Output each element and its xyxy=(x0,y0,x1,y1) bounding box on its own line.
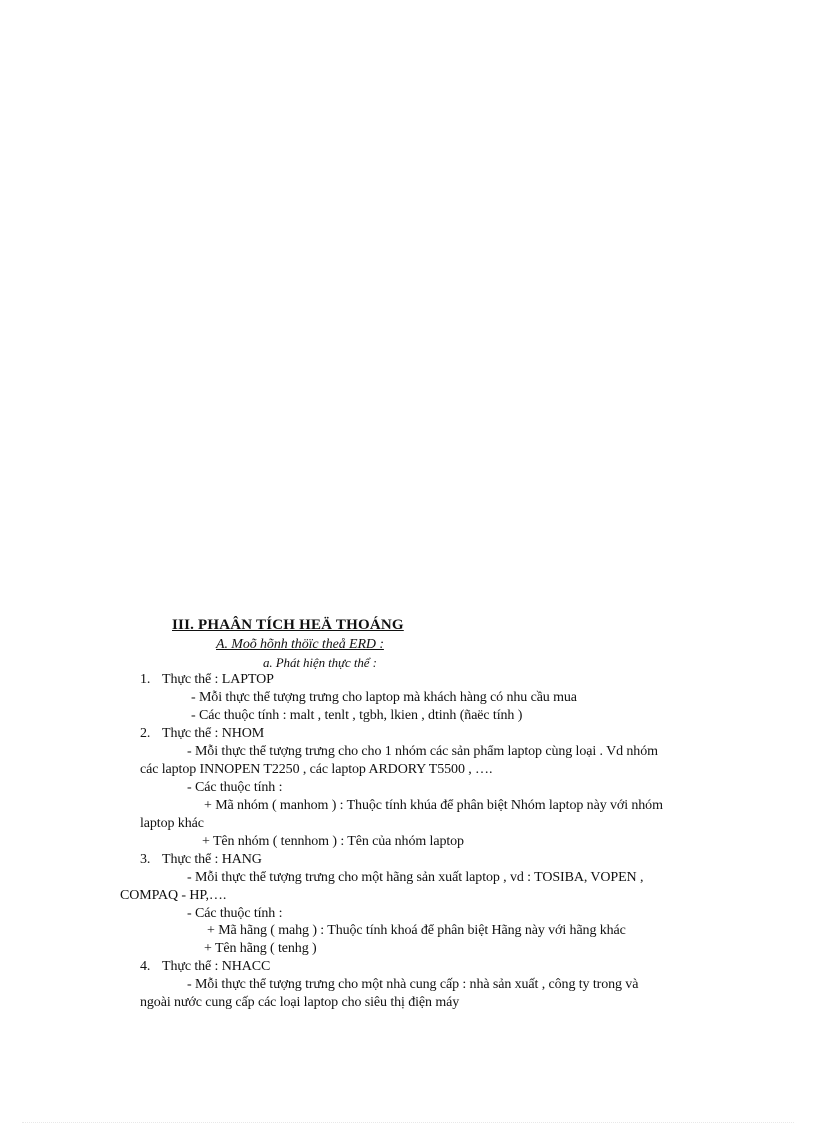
entity-line: - Các thuộc tính : xyxy=(187,906,283,921)
entity-heading xyxy=(140,958,270,976)
entity-line: - Mỗi thực thể tượng trưng cho một hãng sản xuất laptop , vd : TOSIBA, VOPEN , xyxy=(187,870,644,885)
entity-heading-text: Thực thể : NHACC xyxy=(162,959,271,974)
entity-line: ngoài nước cung cấp các loại laptop cho siêu thị điện máy xyxy=(140,995,460,1010)
entity-line: COMPAQ - HP,…. xyxy=(120,888,227,903)
entity-line: + Tên nhóm ( tennhom ) : Tên của nhóm laptop xyxy=(202,834,464,849)
entity-line: laptop khác xyxy=(140,816,204,831)
entity-number: 3. xyxy=(140,852,151,867)
entity-line: + Mã nhóm ( manhom ) : Thuộc tính khúa để phân biệt Nhóm laptop này với nhóm xyxy=(204,798,663,813)
entity-number: 1. xyxy=(140,672,151,687)
section-title: III. PHAÂN TÍCH HEÄ THOÁNG xyxy=(172,617,404,633)
entity-heading-text: Thực thể : NHOM xyxy=(162,726,265,741)
entity-line: + Tên hãng ( tenhg ) xyxy=(204,941,317,956)
entity-heading-text: Thực thể : HANG xyxy=(162,852,262,867)
entity-line: - Các thuộc tính : malt , tenlt , tgbh, lkien , dtinh (ñaëc tính ) xyxy=(191,708,523,723)
entity-line: + Mã hãng ( mahg ) : Thuộc tính khoá để phân biệt Hãng này với hãng khác xyxy=(207,923,626,938)
section-subsubtitle: a. Phát hiện thực thể : xyxy=(263,655,377,670)
entity-number: 4. xyxy=(140,959,151,974)
entity-line: - Các thuộc tính : xyxy=(187,780,283,795)
entity-line: - Mỗi thực thể tượng trưng cho laptop mà khách hàng có nhu cầu mua xyxy=(191,690,577,705)
entity-heading-text: Thực thể : LAPTOP xyxy=(162,672,274,687)
entity-line: - Mỗi thực thể tượng trưng cho một nhà cung cấp : nhà sản xuất , công ty trong và xyxy=(187,977,639,992)
section-subtitle: A. Moõ hõnh thöïc theå ERD : xyxy=(216,637,384,652)
entity-number: 2. xyxy=(140,726,151,741)
entity-heading xyxy=(140,851,262,869)
entity-heading xyxy=(140,725,264,743)
entity-heading xyxy=(140,671,274,689)
entity-line: - Mỗi thực thể tượng trưng cho cho 1 nhóm các sản phẩm laptop cùng loại . Vd nhóm xyxy=(187,744,658,759)
entity-line: các laptop INNOPEN T2250 , các laptop ARDORY T5500 , …. xyxy=(140,762,493,777)
